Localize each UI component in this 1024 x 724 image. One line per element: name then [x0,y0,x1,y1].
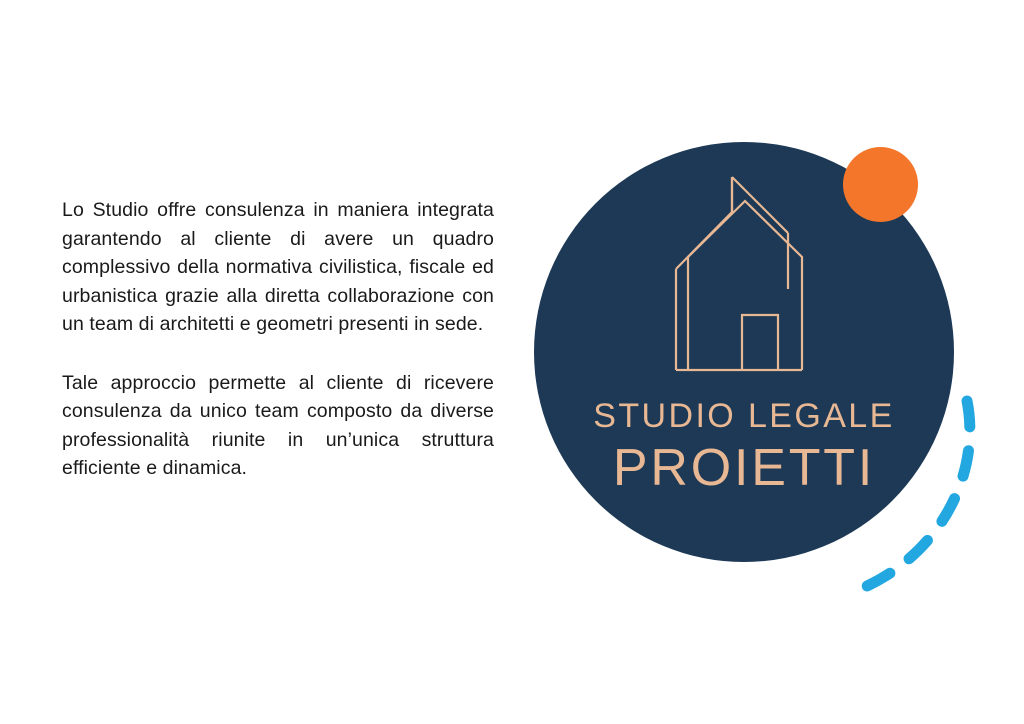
accent-dot-icon [843,147,918,222]
text-column [62,196,494,483]
logo-line-1: STUDIO LEGALE [593,397,895,435]
house-outline-icon [670,165,830,380]
logo-line-2: PROIETTI [612,439,876,497]
paragraph-2: Tale approccio permette al cliente di ricevere consulenza da unico team composto da diverse professionalità riunite in un’unica struttura efficiente e dinamica. [62,371,494,479]
paragraph-1: Lo Studio offre consulenza in maniera integrata garantendo al cliente di avere un quadro complessivo della normativa civilistica, fiscale ed urbanistica grazie alla diretta collaborazione con un team di architetti e geometri presenti in sede. [62,199,494,335]
logo-composition [520,120,990,620]
logo-wordmark [534,395,954,497]
